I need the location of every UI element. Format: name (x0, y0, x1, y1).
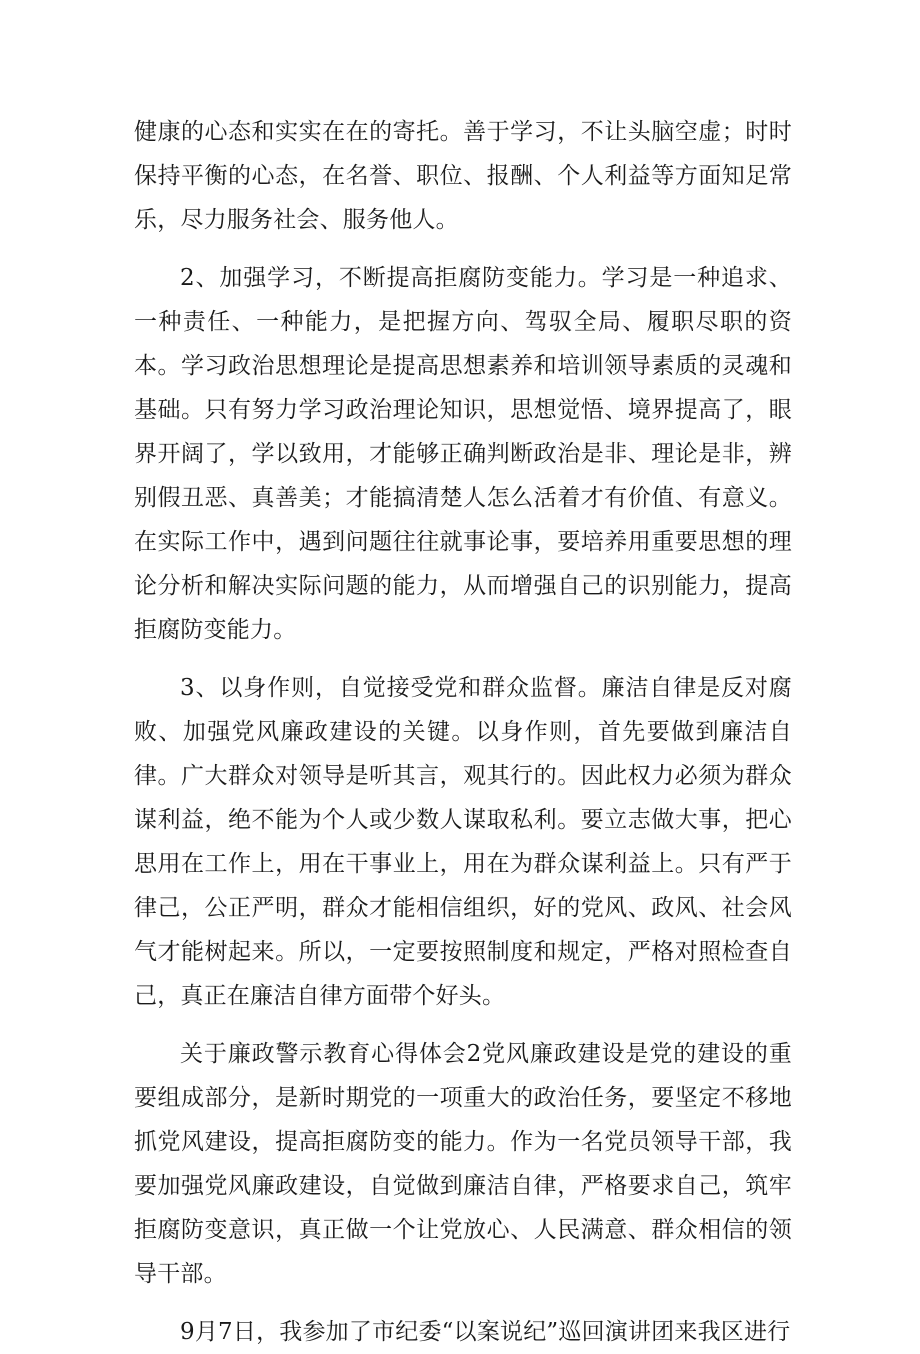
paragraph-4: 关于廉政警示教育心得体会2党风廉政建设是党的建设的重要组成部分，是新时期党的一项重大的政治任务，要坚定不移地抓党风建设，提高拒腐防变的能力。作为一名党员领导干部，我要加强党风廉政建设，自觉做到廉洁自律，严格要求自己，筑牢拒腐防变意识，真正做一个让党放心、人民满意、群众相信的领导干部。 (134, 1041, 792, 1287)
paragraph-5: 9月7日，我参加了市纪委“以案说纪”巡回演讲团来我区进行 (180, 1319, 791, 1345)
paragraph-1: 健康的心态和实实在在的寄托。善于学习，不让头脑空虚；时时保持平衡的心态，在名誉、职位、报酬、个人利益等方面知足常乐，尽力服务社会、服务他人。 (134, 119, 792, 233)
paragraph-3: 3、以身作则，自觉接受党和群众监督。廉洁自律是反对腐败、加强党风廉政建设的关键。以身作则，首先要做到廉洁自律。广大群众对领导是听其言，观其行的。因此权力必须为群众谋利益，绝不能为个人或少数人谋取私利。要立志做大事，把心思用在工作上，用在干事业上，用在为群众谋利益上。只有严于律己，公正严明，群众才能相信组织，好的党风、政风、社会风气才能树起来。所以，一定要按照制度和规定，严格对照检查自己，真正在廉洁自律方面带个好头。 (134, 675, 792, 1009)
paragraph-2: 2、加强学习，不断提高拒腐防变能力。学习是一种追求、一种责任、一种能力，是把握方向、驾驭全局、履职尽职的资本。学习政治思想理论是提高思想素养和培训领导素质的灵魂和基础。只有努力学习政治理论知识，思想觉悟、境界提高了，眼界开阔了，学以致用，才能够正确判断政治是非、理论是非，辨别假丑恶、真善美；才能搞清楚人怎么活着才有价值、有意义。在实际工作中，遇到问题往往就事论事，要培养用重要思想的理论分析和解决实际问题的能力，从而增强自己的识别能力，提高拒腐防变能力。 (134, 265, 792, 643)
document-body (134, 110, 792, 1354)
